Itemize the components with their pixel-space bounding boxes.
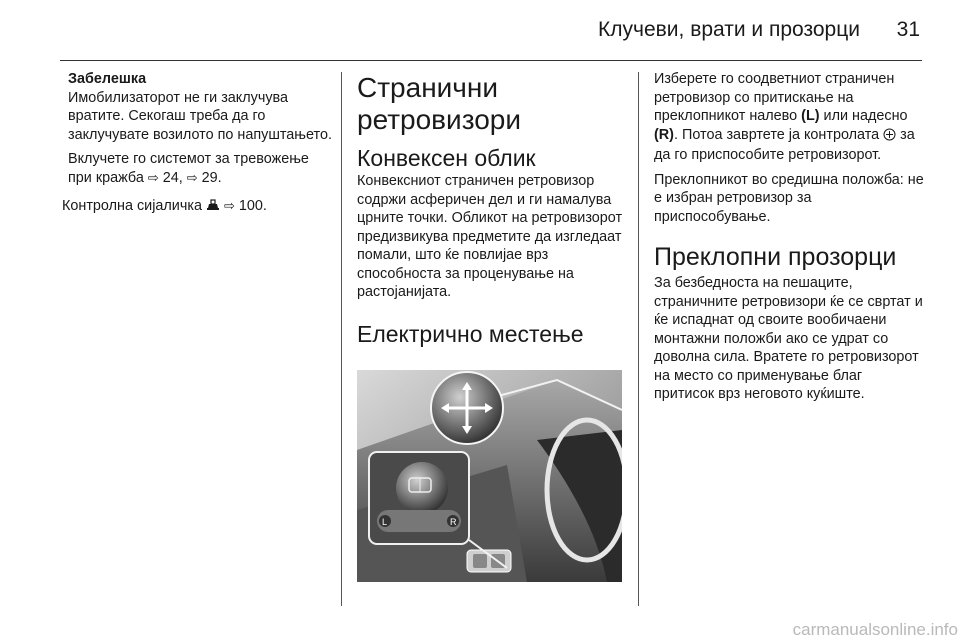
column-left [62,70,332,218]
control-indicator-text: Контролна сијаличка [62,198,202,214]
note-text: Имобилизаторот не ги заклучува вратите. Секогаш треба да го заклучувате возилото по напуштањето. [68,89,332,143]
header-rule [60,60,922,61]
column-middle [357,70,629,348]
subheading-electric: Електрично местење [357,320,584,347]
note-text-alarm [68,150,332,187]
section-heading-folding-mirrors: Преклопни прозорци [654,243,897,271]
section-heading-side-mirrors: Странични ретровизори [357,72,522,135]
page-ref-100[interactable]: 100. [238,198,267,214]
page-ref-29[interactable]: 29. [201,169,222,186]
select-prefix: Изберете го соодветниот страничен ретровизор со притискање на преклопникот налево [654,71,895,124]
column-divider-1 [341,72,342,606]
left-key: (L) [801,108,820,124]
right-key: (R) [654,126,674,143]
page-ref-arrow-icon: ⇨ [223,198,235,213]
column-right [654,70,926,404]
or-text: или надесно [823,108,908,124]
note-box [62,70,332,187]
note-title: Забелешка [68,71,147,87]
mirror-control-figure [357,370,622,582]
then-text: . Потоа завртете ја контролата [673,126,880,143]
note-text-alarm-prefix: Вклучете го системот за тревожење при кражба [68,151,309,186]
select-mirror-text [654,70,926,165]
center-position-text: Преклопникот во средишна положба: не е избран ретровизор за приспособување. [654,171,924,225]
mirror-adjust-icon [883,128,896,147]
svg-text:R: R [450,517,457,527]
page-ref-arrow-icon: ⇨ [186,169,198,185]
page-ref-arrow-icon: ⇨ [147,169,159,185]
svg-text:L: L [382,517,388,527]
adjust-text: за да го приспособите ретровизорот. [654,126,915,163]
watermark: carmanualsonline.info [792,620,958,639]
control-indicator-line [62,197,332,218]
column-divider-2 [638,72,639,606]
folding-text: За безбедноста на пешаците, страничните ретровизори ќе се свртат и ќе испаднат од своите вообичаени монтажни положби ако се удрат со доволна сила. Вратете го ретровизорот на место со применување благ притисок врз неговото куќиште. [654,275,923,402]
running-header-title: Клучеви, врати и прозорци [598,18,860,41]
car-lock-icon [206,199,220,218]
subheading-convex: Конвексен облик [357,145,536,171]
page-ref-24[interactable]: 24, [162,169,183,186]
page-number: 31 [896,18,920,41]
convex-text: Конвексниот страничен ретровизор содржи асферичен дел и ги намалува црните точки. Обликот на ретровизорот предизвикува предметите да изгледаат помали, што ќе повлијае врз способноста за проценување на растојанијата. [357,173,623,300]
